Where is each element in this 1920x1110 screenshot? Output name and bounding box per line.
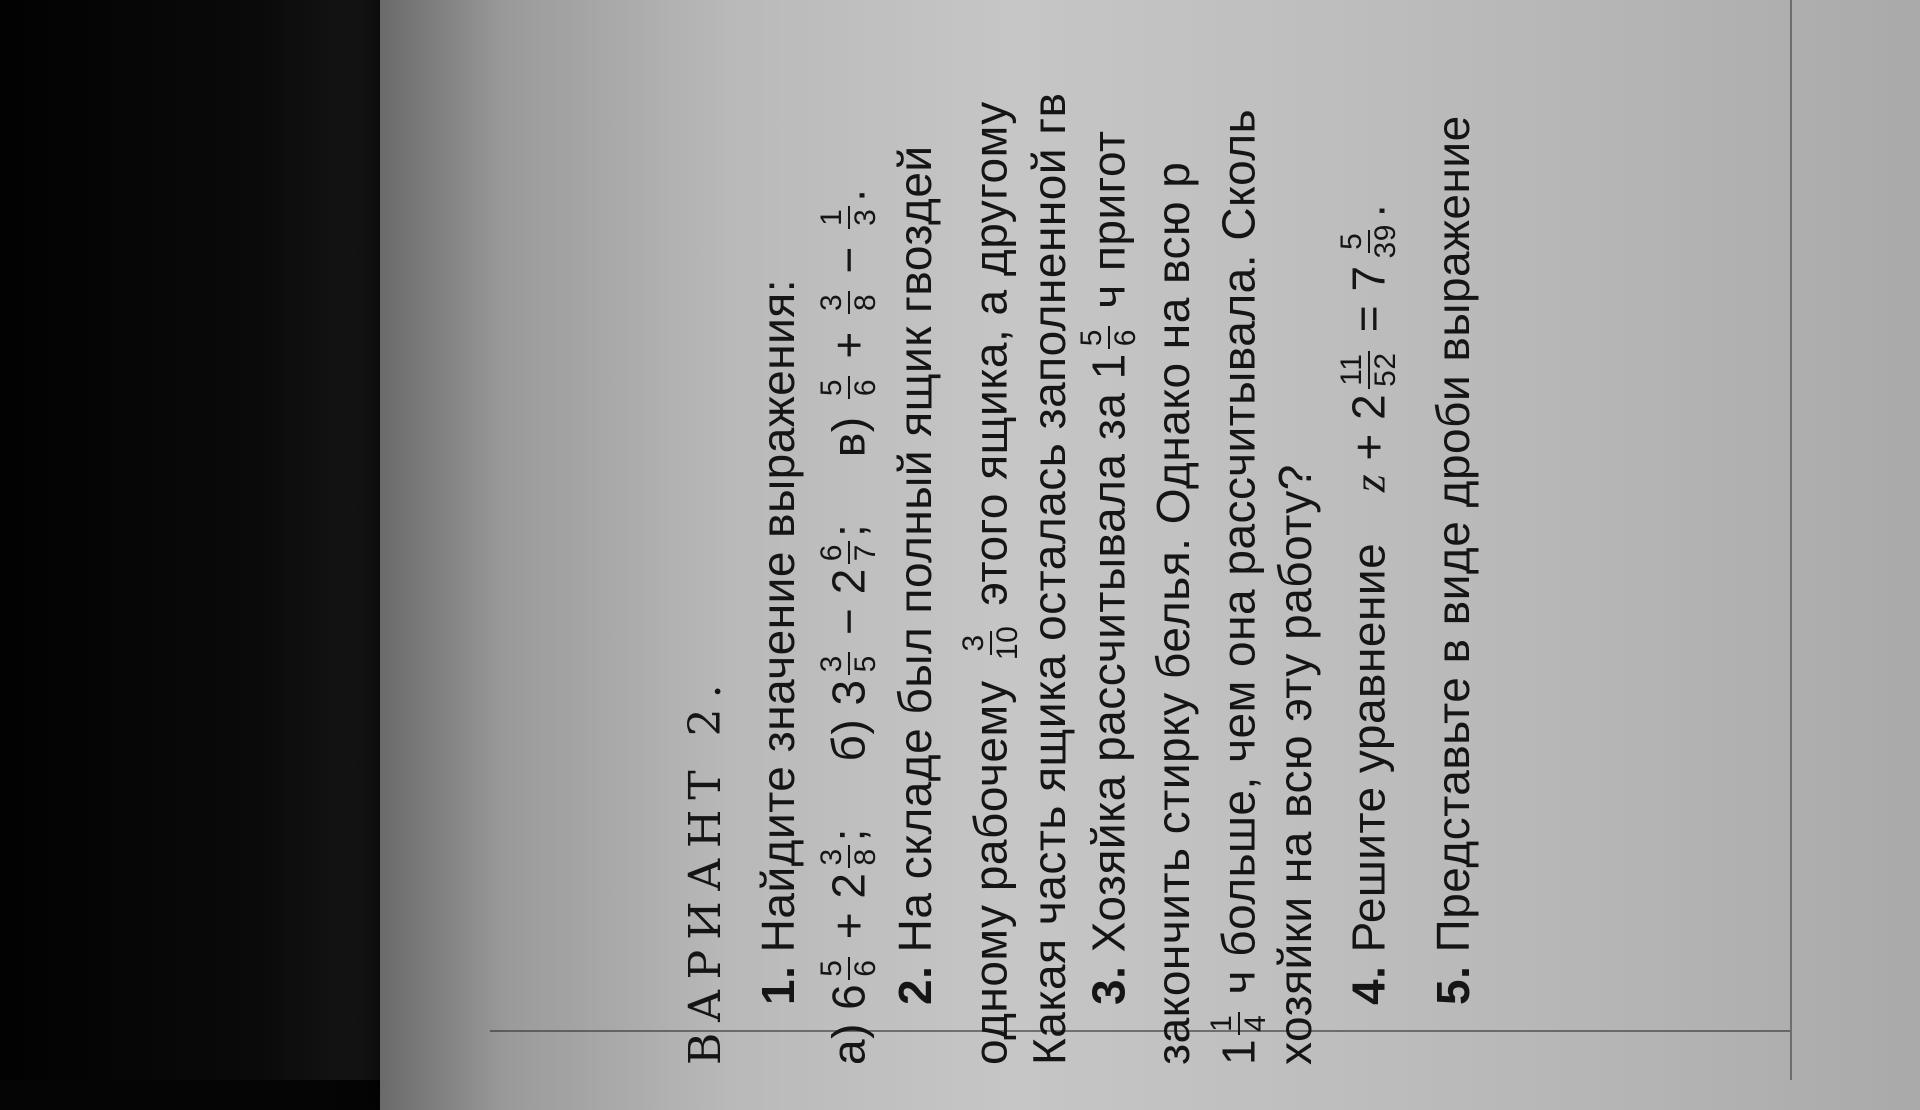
- task-3-line-3: 1 1 4 ч больше, чем она рассчитывала. Сколь: [1205, 108, 1272, 1065]
- task-2-line-2: одному рабочему 3 10 этого ящика, а другому: [957, 101, 1024, 1065]
- fraction: 5 6: [816, 957, 881, 980]
- task-4-line: 4. Решите уравнение z + 2 11 52 = 7 5 39 .: [1335, 203, 1402, 1005]
- task-2-line-3: Какая часть ящика осталась заполненной гв: [1023, 92, 1075, 1065]
- task-5-line: 5. Представьте в виде дроби выражение: [1427, 115, 1479, 1005]
- fraction: 5 39: [1335, 224, 1402, 259]
- task-2-line-1: 2. На складе был полный ящик гвоздей: [889, 145, 941, 1005]
- page-edge-line: [1790, 0, 1792, 1080]
- fraction: 11 52: [1335, 352, 1402, 387]
- fraction: 3 8: [816, 291, 881, 314]
- task-3-line-2: закончить стирку белья. Однако на всю р: [1147, 161, 1199, 1065]
- variant-title: ВАРИАНТ 2.: [680, 674, 731, 1065]
- fraction: 3 5: [816, 652, 881, 675]
- task-1-expressions: а) 6 5 6 + 2 3 8 ; б) 3 3 5 − 2 6 7 ; в) 5 6 + 3 8 − 1 3 .: [815, 188, 882, 1065]
- fraction: 5 6: [816, 376, 881, 399]
- fraction: 3 8: [816, 845, 881, 868]
- task-1-text: Найдите значение выражения:: [752, 279, 804, 953]
- task-3-line-1: 3. Хозяйка рассчитывала за 1 5 6 ч пригот: [1075, 130, 1142, 1005]
- fraction: 3 10: [957, 625, 1024, 661]
- fraction: 5 6: [1076, 326, 1141, 349]
- task-3-line-4: хозяйки на всю эту работу?: [1269, 464, 1321, 1065]
- fraction: 6 7: [816, 541, 881, 564]
- dark-background: [0, 0, 430, 1080]
- fraction: 1 3: [816, 206, 881, 229]
- fraction: 1 4: [1206, 1012, 1271, 1035]
- task-1-heading: 1. Найдите значение выражения:: [752, 279, 804, 1005]
